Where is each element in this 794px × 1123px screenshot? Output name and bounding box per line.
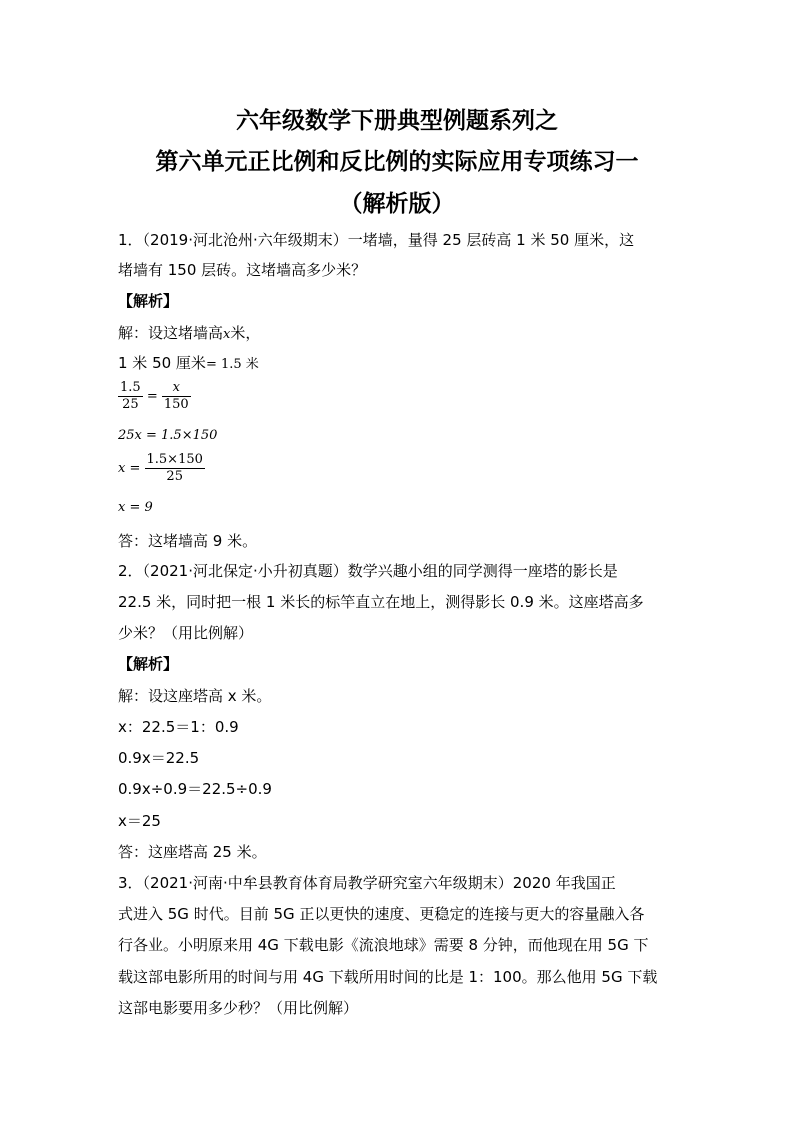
- q3-text-line-4: 载这部电影所用的时间与用 4G 下载所用时间的比是 1：100。那么他用 5G 下载: [118, 968, 658, 986]
- q1-step-2: 25x = 1.5×150: [118, 428, 218, 443]
- q1-conv-value: = 1.5 米: [205, 357, 259, 372]
- q1-frac1-den: 25: [122, 397, 139, 412]
- q2-solution-intro: 解：设这座塔高 x 米。: [118, 687, 272, 705]
- q1-frac2-den: 150: [163, 397, 189, 412]
- q1-fraction-2: [162, 380, 191, 413]
- q1-proportion: [118, 380, 191, 413]
- q1-sol-prefix: 解：设这堵墙高: [118, 324, 224, 342]
- q3-text-line-1: 3．（2021·河南·中牟县教育体育局教学研究室六年级期末）2020 年我国正: [118, 874, 616, 892]
- q1-answer: 答：这堵墙高 9 米。: [118, 532, 258, 550]
- q1-conv-text: 1 米 50 厘米: [118, 354, 206, 372]
- q1-text-line-1: 1．（2019·河北沧州·六年级期末）一堵墙，量得 25 层砖高 1 米 50 厘米，这: [118, 231, 635, 249]
- q2-step-4: x＝25: [118, 812, 161, 830]
- q2-text-line-1: 2．（2021·河北保定·小升初真题）数学兴趣小组的同学测得一座塔的影长是: [118, 562, 618, 580]
- q1-fraction-3: [145, 452, 205, 485]
- q1-step3-lhs: x =: [118, 461, 141, 476]
- title-line-1: 六年级数学下册典型例题系列之: [236, 108, 558, 134]
- q2-step-1: x：22.5＝1：0.9: [118, 718, 239, 736]
- q2-step-3: 0.9x÷0.9＝22.5÷0.9: [118, 780, 272, 798]
- q1-step-3: [118, 452, 205, 485]
- title-line-2: 第六单元正比例和反比例的实际应用专项练习一: [155, 149, 639, 175]
- q1-frac3-num: 1.5×150: [146, 452, 203, 467]
- q2-text-line-2: 22.5 米，同时把一根 1 米长的标竿直立在地上，测得影长 0.9 米。这座塔高多: [118, 593, 644, 611]
- q1-conversion: [118, 352, 259, 373]
- title-line-3: （解析版）: [339, 191, 455, 217]
- q1-eq-sign: =: [146, 389, 158, 404]
- q1-frac1-num: 1.5: [120, 380, 141, 395]
- q1-text-line-2: 堵墙有 150 层砖。这堵墙高多少米？: [118, 261, 367, 279]
- q3-text-line-2: 式进入 5G 时代。目前 5G 正以更快的速度、更稳定的连接与更大的容量融入各: [118, 905, 645, 923]
- q1-fraction-1: [118, 380, 143, 413]
- q1-sol-suffix: 米，: [230, 324, 261, 342]
- q1-sol-var: x: [223, 327, 231, 342]
- q1-frac3-den: 25: [166, 469, 183, 484]
- q3-text-line-5: 这部电影要用多少秒？（用比例解）: [118, 999, 359, 1017]
- q2-text-line-3: 少米？（用比例解）: [118, 624, 254, 642]
- q1-frac2-num: x: [162, 380, 191, 397]
- q1-step-4: x = 9: [118, 500, 153, 515]
- q2-step-2: 0.9x＝22.5: [118, 749, 200, 767]
- q1-solution-intro: [118, 322, 260, 343]
- q2-answer: 答：这座塔高 25 米。: [118, 843, 267, 861]
- q2-analysis-label: 【解析】: [118, 655, 179, 673]
- q1-analysis-label: 【解析】: [118, 292, 179, 310]
- q3-text-line-3: 行各业。小明原来用 4G 下载电影《流浪地球》需要 8 分钟，而他现在用 5G 下: [118, 936, 649, 954]
